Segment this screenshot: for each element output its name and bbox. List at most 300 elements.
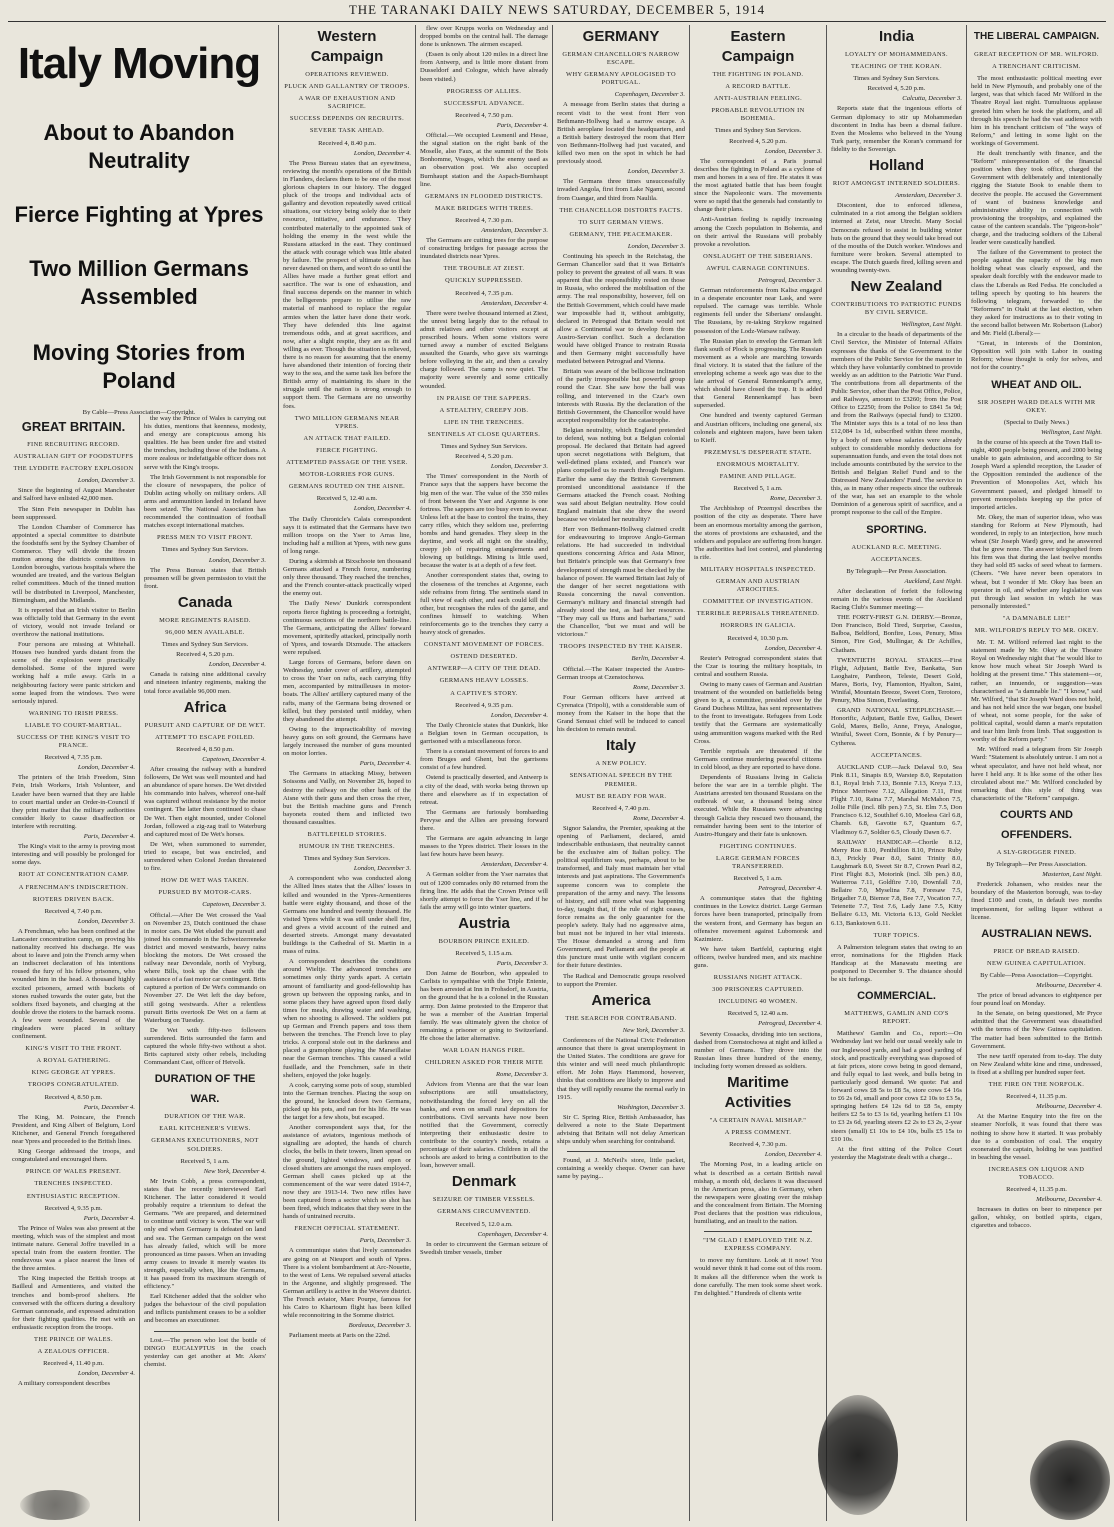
article-paragraph: The Daily News' Dunkirk correspondent reports fierce fighting is proceeding a fortnight, continuous sections of the northern battle-line. The Germans, anticipating the Allies' forward movement, spiritedly attacked, principally north of Ypres, and towards Dixmude. The attackers were repulsed. — [283, 600, 411, 656]
dateline: Capetown, December 4. — [202, 755, 266, 763]
dateline: London, December 4. — [353, 505, 411, 513]
subheading: CHILDREN ASKED FOR THEIR MITE — [425, 1059, 543, 1067]
article-paragraph: A Palmerston telegram states that owing to an error, nominations for the Highden Hack Handicap at the Manawatu meeting are postponed to December 9. The distance should be six furlongs. — [831, 943, 962, 984]
byline: By Cable—Press Association—Copyright. — [980, 971, 1093, 979]
subheading: CONTRIBUTIONS TO PATRIOTIC FUNDS BY CIVIL SERVICE. — [831, 301, 962, 317]
dateline: Washington, December 3. — [617, 1103, 685, 1111]
divider — [154, 1331, 256, 1332]
source-line: Times and Sydney Sun Services. — [303, 855, 391, 863]
lead-byline: By Cable—Press Association—Copyright. — [82, 409, 196, 415]
article-paragraph: The Russian plan to envelop the German left flank south of Plock is progressing. The Russian movement as a whole are marching towards final victory. It is stated that the failure of the enveloping scheme a week ago was due to the late arrival of General Rennenkampf's army, which should have closed the trap. It is added that General Rennenkampf has been superseded. — [694, 337, 822, 410]
article-paragraph: A cook, carrying some pots of soup, stumbled into the German trenches. Placing the soup on the ground, he knocked down two Germans, picked up his pots, and ran for his life. He was the target for a few shots, but escaped. — [283, 1081, 411, 1122]
source-line: (Special to Daily News.) — [1003, 418, 1070, 426]
subheading: LOYALTY OF MOHAMMEDANS. — [845, 51, 948, 58]
subheading: COMMITTEE OF INVESTIGATION. — [702, 598, 814, 606]
subheading: WAR LOAN HANGS FIRE. — [442, 1047, 526, 1055]
article-paragraph: The failure of the Government to protect the people against the rapacity of the big men holding wheat was clearly exposed, and the speaker dealt forcibly with the endeavor made to class the Liberals as Red Fedsa. He concluded a telling speech by quoting to his hearers the following telegram, forwarded to the "Reformers" in Otaki at the last election, when they asked for instructions as to their voting in the second ballot between Mr. Robertson (Labor) and Mr. Field (Liberal):— — [971, 249, 1102, 338]
article-paragraph: The price of bread advances to eightpence per four pound loaf on Monday. — [971, 992, 1102, 1008]
dateline: Paris, December 3. — [496, 960, 548, 968]
section-heading-germany: GERMANY — [582, 28, 660, 45]
subheading: MAKE BRIDGES WITH TREES. — [434, 204, 534, 212]
subheading: GREAT RECEPTION OF MR. WILFORD. — [974, 51, 1099, 58]
subheading: A TRENCHANT CRITICISM. — [992, 63, 1081, 71]
received-line: Received 4, 7.40 p.m. — [592, 804, 650, 812]
article-paragraph: Frederick Johansen, who resides near the boundary of the Masterton borough, was to-day fined £100 and costs, in default two months imprisonment, for selling liquor without a license. — [971, 881, 1102, 921]
subheading: CONSTANT MOVEMENT OF FORCES. — [423, 641, 545, 649]
ink-stain — [20, 1490, 90, 1520]
subheading: ACCEPTANCES. — [870, 555, 923, 563]
dateline: Amsterdam, December 3. — [481, 226, 548, 234]
subheading: SEIZURE OF TIMBER VESSELS. — [432, 1196, 536, 1204]
dateline: Berlin, December 4. — [631, 655, 685, 663]
subheading: KING'S VISIT TO THE FRONT. — [25, 1045, 122, 1053]
headline-two-million: Two Million Germans Assembled — [29, 256, 249, 309]
article-paragraph: Discontent, due to enforced idleness, culminated in a riot among the Belgian soldiers interned at Zeist, near Utrecht. Many Social Democrats refused to assist in building winter huts on the ground that they would take bread out of the mouths of the Dutch worker. Windows and furniture were broken. Several attempted to escape. The Dutch guards fired, killing seven and wounding twenty-two. — [831, 202, 962, 274]
subheading: THE LYDDITE FACTORY EXPLOSION — [13, 465, 134, 473]
ink-stain — [1030, 1440, 1110, 1520]
section-heading-liberal-campaign: THE LIBERAL CAMPAIGN. — [973, 31, 1100, 42]
subheading: A STEALTHY, CREEPY JOB. — [439, 406, 529, 414]
subheading: ATTEMPTED PASSAGE OF THE YSER. — [286, 459, 408, 467]
section-heading-denmark: Denmark — [451, 1173, 517, 1191]
article-paragraph: The Sinn Fein newspaper in Dublin has been suppressed. — [12, 505, 135, 521]
subheading: FINE RECRUITING RECORD. — [27, 441, 120, 448]
dateline: London, December 4. — [353, 149, 411, 157]
dateline: Paris, December 4. — [83, 1103, 135, 1111]
section-heading-india: India — [878, 28, 914, 45]
dateline: Rome, December 3. — [633, 683, 685, 691]
dateline: Melbourne, December 4. — [1036, 982, 1102, 989]
article-paragraph: Don Jaime de Bourbon, who appealed to Carlists to sympathise with the Triple Entente, has been arrested at Inn in Frohsdorf, in Austria, on the ground that he is a colonel in the Russian army. Don Jaime protested to the Emperor that he was a member of the Austrian Imperial family. He was ultimately given the choice of remaining a prisoner or going to Switzerland. He chose the latter alternative. — [420, 970, 548, 1042]
subheading: OSTEND DESERTED. — [450, 653, 518, 661]
article-paragraph: During a skirmish at Bixschoote ten thousand Germans attacked a French force, numbering only three thousand. They reached the trenches, and the French counter-attack practically wiped the enemy out. — [283, 557, 411, 598]
article-paragraph: It is reported that an Irish visitor to Berlin was officially told that Germany in the event of victory, would not invade Ireland or overthrow the national institutions. — [12, 606, 135, 638]
subheading: FIGHTING CONTINUES. — [719, 842, 797, 850]
subheading: SIR JOSEPH WARD DEALS WITH MR OKEY. — [977, 398, 1096, 414]
subheading: TROOPS CONGRATULATED. — [27, 1081, 120, 1089]
section-heading-great-britain: GREAT BRITAIN. — [21, 419, 126, 434]
subheading: BOURBON PRINCE EXILED. — [438, 937, 530, 945]
received-line: Received 4, 5.20 p.m. — [729, 137, 787, 145]
received-line: Received 4, 7.30 p.m. — [455, 216, 513, 224]
received-line: Received 4, 7.35 p.m. — [455, 289, 513, 297]
headline-ypres: Fierce Fighting at Ypres — [14, 202, 264, 227]
article-paragraph: Earl Kitchener added that the soldier who judges the behaviour of the civil population and inflicts punishment ceases to be a soldier and becomes an executioner. — [144, 1293, 266, 1325]
subheading: SENTINELS AT CLOSE QUARTERS. — [427, 430, 541, 438]
dateline: Amsterdam, December 3. — [895, 192, 962, 200]
article-paragraph: King George addressed the troops, and congratulated and encouraged them. — [12, 1148, 135, 1164]
dateline: London, December 4. — [764, 644, 822, 652]
dateline: London, December 4. — [764, 1151, 822, 1159]
dateline: London, December 3. — [77, 917, 135, 925]
article-paragraph: TWENTIETH ROYAL STAKES.—First Flight, Adjutant, Battle Eve, Bankatta, Sun Laoghaire, Pantheon, Teleste, Desert Gold, Mares, Boris, Ivy, Flamonton, Hyalton, Saint, Winifal, Mountain Breeze, Sweet Corn, Terotoro, Penury, Miss Simon, Everlasting. — [831, 656, 962, 705]
article-paragraph: Seventy Cossacks, dividing into ten sections, dashed from Czenstochowa at night and killed a number of Germans. They drove into the Russian lines three hundred of the enemy, including forty women dressed as soldiers. — [694, 1030, 822, 1070]
subheading: AN ATTACK THAT FAILED. — [303, 434, 391, 442]
subheading: TWO MILLION GERMANS NEAR YPRES. — [294, 414, 400, 430]
subheading: LIFE IN THE TRENCHES. — [443, 418, 525, 426]
subheading: THE PRINCE OF WALES. — [34, 1336, 113, 1343]
source-line: Times and Sydney Sun Services. — [161, 641, 249, 649]
dateline: Melbourne, December 4. — [1036, 1103, 1102, 1111]
section-heading-courts: COURTS AND OFFENDERS. — [1000, 808, 1073, 841]
article-paragraph: De Wet, when summoned to surrender, tried to escape, but was encircled, and surrendered when Colonel Jordan threatened to fire. — [144, 840, 266, 873]
subheading: A ROYAL GATHERING. — [36, 1057, 111, 1065]
dateline: London, December 3. — [627, 242, 685, 250]
received-line: Received 4, 7.35 p.m. — [44, 754, 103, 762]
article-paragraph: There were twelve thousand interned at Ziest, the unrest being largely due to the refusal to admit relatives and other visitors except at prescribed hours. When some visitors were turned away a number of excited Belgians assaulted the Guards, who gave six warnings before volleying in the air, and then a cavalry charge followed. The camp is now quiet. The majority were severely and some critically wounded. — [420, 309, 548, 390]
article-paragraph: Parliament meets at Paris on the 22nd. — [289, 1332, 391, 1340]
article-paragraph: Since the beginning of August Manchester and Salford have enlisted 42,000 men. — [12, 487, 135, 503]
section-heading-western-campaign: Western Campaign — [310, 28, 384, 65]
section-heading-new-zealand: New Zealand — [850, 278, 943, 296]
subheading: RIOTERS DRIVEN BACK. — [32, 895, 115, 903]
received-line: Received 5, 12.0 a.m. — [455, 1220, 513, 1228]
article-paragraph: A correspondent who was conducted along the Allied lines states that the Allies' losses in killed and wounded in the Ypres-Armentieres battle were eighty thousand, and those of the Germans one hundred and twenty thousand. He visited Ypres while it was still under shell fire, and gives a vivid account of the ruined and deserted streets. Amongst many devastated buildings is the Cathedral of St. Martin in a mass of ruins. — [283, 875, 411, 956]
article-paragraph: The Germans are furiously bombarding Pervyse and the Allies are pressing forward there. — [420, 808, 548, 832]
dateline: Rome, December 3. — [496, 1071, 548, 1079]
received-line: Received 4, 11.40 p.m. — [43, 1360, 104, 1368]
article-paragraph: In the Senate, on being questioned, Mr Pryce admitted that the Government was dissatisfied with the terms of the New Guinea capitulation. The matter had been submitted to the British Government. — [971, 1010, 1102, 1050]
subheading: OPERATIONS REVIEWED. — [305, 71, 389, 78]
article-paragraph: The Germans three times unsuccessfully invaded Angola, first from Lake Ngami, second from Cuangar, and third from Naulila. — [557, 178, 685, 202]
classified-notice: Found, at J. McNeil's store, little packet, containing a weekly cheque. Owner can have same by paying... — [557, 1157, 685, 1181]
subheading: A ZEALOUS OFFICER. — [37, 1348, 110, 1356]
subheading: PROGRESS OF ALLIES. — [446, 87, 522, 95]
article-paragraph: At the Marine Enquiry into the fire on the steamer Norfolk, it was found that there was nothing to show how it started. It was probably due to a combustion of coal. The enquiry exonerated the captain, holding he was justified in beaching the vessel. — [971, 1113, 1102, 1161]
newspaper-page — [8, 25, 1106, 1521]
subheading: MUST BE READY FOR WAR. — [575, 792, 667, 800]
received-line: Received 5, 12.40 a.m. — [727, 1010, 789, 1018]
subheading: PRICE OF BREAD RAISED. — [993, 947, 1080, 955]
dateline: Paris, December 3. — [359, 1237, 411, 1245]
subheading: PROBABLE REVOLUTION IN BOHEMIA. — [711, 107, 805, 123]
dateline: Copenhagen, December 3. — [614, 91, 685, 99]
received-line: Received 5, 1 a.m. — [180, 1157, 230, 1165]
column-great-britain — [8, 415, 139, 1521]
article-paragraph: Canada is raising nine additional cavalry and nineteen infantry regiments, making the total force available 96,000 men. — [144, 671, 266, 695]
subheading: GERMANS EXECUTIONERS, NOT SOLDIERS. — [151, 1137, 259, 1153]
subheading: 300 PRISONERS CAPTURED. — [712, 986, 804, 994]
ink-stain — [818, 1395, 898, 1515]
subheading: AWFUL CARNAGE CONTINUES. — [706, 264, 810, 272]
column-germany — [552, 25, 689, 1521]
article-paragraph: After declaration of forfeit the following remain in the various events of the Auckland Racing Club's Summer meeting:— — [831, 587, 962, 612]
subheading: FIERCE FIGHTING. — [316, 446, 378, 454]
subheading: GERMANS CIRCUMVENTED. — [437, 1208, 531, 1216]
subheading: INCLUDING 40 WOMEN. — [718, 998, 798, 1006]
advertisement-text: to move my furniture. Look at it now! You would never think it had come out of this room. It makes all the difference when the work is done carefully. The men took some sheet work. I'm delighted." Hundreds of clients write — [694, 1257, 822, 1297]
subheading: INCREASES ON LIQUOR AND TOBACCO. — [988, 1165, 1085, 1181]
section-heading-austria: Austria — [458, 914, 510, 932]
subheading: NEW GUINEA CAPITULATION. — [986, 959, 1087, 967]
subheading: EARL KITCHENER'S VIEWS. — [159, 1125, 251, 1133]
article-paragraph: Belgian neutrality, which England pretended to defend, was nothing but a Belgian colonial proposal. He declared that Britain had agreed upon secret negotiations with Belgium, that well-defined plans existed, and France's war plans compelled us to march through Belgium. Earlier the same day the British Government promised unconditional assistance if the Germans attacked the French coast. Nothing was said about Belgian neutrality. How could England maintain that she drew the sword because we violated her neutrality? — [557, 426, 685, 523]
article-paragraph: The Germans are cutting trees for the purpose of constructing bridges for passage across the inundated districts near Ypres. — [420, 237, 548, 261]
masthead-rule — [8, 21, 1106, 22]
subheading: IN PRAISE OF THE SAPPERS. — [436, 394, 532, 402]
article-paragraph: Official.—After De Wet crossed the Vaal on November 23, Dutch continued the chase in motor cars. De Wet eluded the pursuit and joined his commando in the Schweizerreneke district and moved westwards, heavy rains blocking the motors. De Wet crossed the railway near Devondale, north of Vryburg, where Bills, took up the chase with the assistance of a fast motor car contingent. Brits captured a portion of De Wet's commando on November 27. De Wet left the day before, still going westwards. After a relentless pursuit Brits overtook De Wet on a farm at Waterburg on Tuesday. — [144, 911, 266, 1024]
column-progress-allies — [415, 25, 552, 1521]
article-paragraph: Official.—The Kaiser inspected the Austro-German troops at Czenstochowa. — [557, 665, 685, 681]
subheading: A NEW POLICY. — [595, 760, 647, 768]
subheading: A CAPTIVE'S STORY. — [450, 689, 518, 697]
subheading: SUCCESSFUL ADVANCE. — [443, 99, 525, 107]
subheading: WHY GERMANY APOLOGISED TO PORTUGAL. — [566, 71, 676, 87]
article-paragraph: The King inspected the British troops at Bailleul and Armentieres, and visited the trenches and bomb-proof shelters. He conversed with the officers during a desultory German cannonade, and expressed admiration for their fighting qualities. He met with an enthusiastic reception from the troops. — [12, 1275, 135, 1331]
article-paragraph: He dealt trenchantly with finance, and the "Reform" misrepresentation of the financial position when they took office, charged the Government with deliberately and intentionally rigging the Statute Book to enable them to deceive the people. He accused the Government of want of business knowledge and administrative ability in connection with provisioning the troopships, and explained the cause of the canteen scandals. The "pigeon-hole" charge, and the traducing soldiers of the Liberal leader were caustically handled. — [971, 150, 1102, 247]
subheading: HORRORS IN GALICIA. — [720, 622, 796, 630]
article-paragraph: Mr. T. M. Wilford referred last night to the statement made by Mr. Okey at the Theatre Royal on Wednesday night that "he would like to know how much wheat Sir Joseph Ward is holding at the present time." This statement—or, rather, an innuendo, or suggestion—was characterised as "a damnable lie." "I know," said Mr. Wilford, "that Sir Joseph Ward does not hold, and has not held since the war began, one bushel of wheat, not some people, for the sake of political capital, would damn a man's reputation and tear him limb from limb. That suggestion is worthy of the Reform party." — [971, 639, 1102, 744]
subheading: RUSSIANS NIGHT ATTACK. — [713, 974, 803, 982]
article-paragraph: Owing to the impracticability of moving heavy guns on soft ground, the Germans have largely increased the number of guns mounted on motor lorries. — [283, 725, 411, 758]
article-paragraph: Continuing his speech in the Reichstag, the German Chancellor said that it was Britain's policy to prevent the greatest of all wars. It was apparent that the responsibility rested on those in Russia, who ordered the mobilisation of the army. The real responsibility, however, fell on the British Government, which could have made war impossible had it, without ambiguity, declared in Petrograd that Britain would not allow a Continental war to develop from the Austro-Servian conflict. Such a declaration would have obliged France to restrain Russia and then Germany might successfully have mediated between Petrograd and Vienna. — [557, 252, 685, 366]
subheading: ONSLAUGHT OF THE SIBERIANS. — [703, 252, 813, 260]
received-line: Received 5, 1 a.m. — [733, 875, 783, 883]
masthead: THE TARANAKI DAILY NEWS SATURDAY, DECEMBER 5, 1914 — [348, 2, 766, 17]
article-paragraph: Mr. Wilford read a telegram from Sir Joseph Ward: "Statement is absolutely untrue. I am not a wheat speculator, and have not held wheat, nor have I held any. It is like some of the other lies circulated about me." Mr. Wilford concluded by remarking that this style of thing was characteristic of the "Reform" campaign. — [971, 746, 1102, 802]
article-paragraph: Large forces of Germans, before dawn on Wednesday, under cover of artillery, attempted to cross the Yser on rafts, each carrying fifty men, accompanied by mitrailleuses in motor-boats. The Allies' artillery captured many of the rafts, many of the Germans being drowned or killed, but they persisted until midday, when they abandoned the attempt. — [283, 659, 411, 723]
dateline: London, December 3. — [208, 556, 266, 564]
subheading: MORE REGIMENTS RAISED. — [159, 616, 251, 624]
subheading: PURSUED BY MOTOR-CARS. — [158, 889, 252, 897]
subheading: FAMINE AND PILLAGE. — [719, 473, 797, 481]
subheading: LIABLE TO COURT-MARTIAL. — [25, 721, 122, 729]
subheading: AUCKLAND R.C. MEETING. — [851, 543, 942, 551]
subheading: DURATION OF THE WAR. — [164, 1113, 246, 1121]
subheading: A FRENCHMAN'S INDISCRETION. — [18, 883, 129, 891]
subheading: QUICKLY SUPPRESSED. — [445, 277, 523, 285]
article-paragraph: The King's visit to the army is proving most interesting and will possibly be prolonged for some days. — [12, 843, 135, 867]
article-paragraph: One hundred and twenty captured German and Austrian officers, including one general, six colonels and eighteen majors, have been taken to Kieff. — [694, 412, 822, 444]
subheading: ACCEPTANCES. — [870, 751, 923, 759]
source-line: Times and Sydney Sun Services. — [440, 443, 528, 451]
dateline: Bordeaux, December 3. — [348, 1322, 411, 1330]
dateline: London, December 4. — [77, 1370, 135, 1378]
article-paragraph: Dependents of Russians living in Galicia before the war are in a terrible plight. The Austrians arrested ten thousand Russians on the outbreak of war, a thousand being since executed. While the Russians were advancing through Galicia they rescued two thousand, the remainder having been sent to the interior of Austro-Hungary and their fate is unknown. — [694, 774, 822, 838]
dateline: Melbourne, December 4. — [1036, 1196, 1102, 1204]
article-paragraph: The Daily Chronicle's Calais correspondent says it is estimated that the Germans have two million troops on the Yser to Arras line, including half a million at Ypres, with new guns of long range. — [283, 515, 411, 555]
subheading: GERMAN CHANCELLOR'S NARROW ESCAPE. — [562, 51, 680, 67]
subheading: SUCCESS OF THE KING'S VISIT TO FRANCE. — [16, 734, 131, 750]
article-paragraph: Sir C. Spring Rice, British Ambassador, has delivered a note to the State Department advising that Britain will not delay American ships unduly when searching for contraband. — [557, 1113, 685, 1146]
dateline: Auckland, Last Night. — [904, 577, 962, 585]
subheading: PLUCK AND GALLANTRY OF TROOPS. — [284, 83, 410, 91]
dateline: Paris, December 4. — [83, 833, 135, 841]
article-paragraph: We have taken Bartfeld, capturing eight officers, twelve hundred men, and six machine guns. — [694, 945, 822, 969]
article-paragraph: Owing to many cases of German and Austrian treatment of the wounded on battlefields being given to it, a committee, presided over by the Grand Duchess Militza, has sent representatives to the front to investigate. Refugees from Lodz testify that the Germans are systematically using ammunition wagons marked with the Red Cross. — [694, 681, 822, 745]
article-paragraph: A Frenchman, who has been confined at the Lancaster concentration camp, on proving his nationality received his discharge. He was about to leave and join the French army when an indiscreet declaration of his intentions roused the fury of his fellow prisoners, who wounded him in the head. A thousand highly excited prisoners, armed with buckets of stones rushed towards the outer gate, but the soldiers fixed bayonets, and charging at the double drove the rioters to the barrack rooms. A few were wounded. Several of the ringleaders were placed in solitary confinement. — [12, 927, 135, 1041]
section-heading-sporting: SPORTING. — [866, 523, 927, 536]
dateline: Paris, December 4. — [496, 121, 548, 129]
subheading: A WAR OF EXHAUSTION AND SACRIFICE. — [298, 95, 396, 111]
article-paragraph: Matthews' Gamlin and Co., report:—On Wednesday last we held our usual weekly sale in our Inglewood yards, and had a good yarding of stock, and practically everything was disposed of at fair prices, store cows being in good demand, and fully equal to last week, and bulls being in particularly good demand. We quote: Fat and forward cows £8 5s to £8 5s, store cows £4 16s to £6 2s 6d, small and poor cows £2 10s to £3 5s, springing heifers £4 12s 6d to £8 5s, empty heifers £2 5s to £3 1s 6d, yearling heifers £1 10s to £3 2s 6d, yearling steers £2 2s to £3 2s, 2-year steers (small) £1 10s to £4 10s, bulls £5 15s to £10 10s. — [831, 1030, 962, 1143]
headline-neutrality: About to Abandon Neutrality — [43, 120, 235, 173]
subheading: THE SEARCH FOR CONTRABAND. — [565, 1014, 677, 1022]
subheading: LARGE GERMAN FORCES TRANSFERRED. — [716, 854, 800, 870]
article-paragraph: Signor Salandra, the Premier, speaking at the opening of Parliament, declared, amid indescribable enthusiasm, that neutrality cannot be the exclusive aim of Italian policy. The political equilibrium was, perhaps, about to be transformed, and Italy must maintain her vital interests and just aspirations. The Government's supreme concern was to complete the preparation of the army and navy. The lessons of history, and still more what was happening to-day, taught that, if the rule of right ceases, force remains as the only guarantee for the people's safety. Italy had no aggressive aims, but must not be injured in her vital interests. The House demanded a strong and firm Government, and Parliament and the people at this juncture must unite with vigilant concern for their future destinies. — [557, 824, 685, 970]
article-paragraph: The Times' correspondent in the North of France says that the sappers have become the big men of the war. The value of the 350 miles of front between the Yser and Argonne is one fortress. The sappers are too busy even to swear. Unless left at the base to control the trains, they carry rifles, which they seldom use, preferring bombs and hand grenades. They sleep in the daytime, and work all night on the stealthy, creepy job of repairing entanglements and blowing up buildings. Mining is little used, because the water is at a depth of a few feet. — [420, 473, 548, 570]
article-paragraph: Four German officers have arrived at Cyrenaica (Tripoli), with a considerable sum of money from the Kaiser in the hope that the Grand Senussi chief will be induced to cancel his decision to remain neutral. — [557, 693, 685, 734]
dateline: Rome, December 4. — [633, 814, 685, 822]
divider — [567, 1151, 675, 1152]
subheading: WARNING TO IRISH PRESS. — [28, 709, 119, 717]
subheading: ENORMOUS MORTALITY. — [716, 460, 800, 468]
article-paragraph: The Radical and Democratic groups resolved to support the Premier. — [557, 972, 685, 988]
lead-poland — [8, 325, 270, 415]
subheading: GERMANS ROUTED ON THE AISNE. — [288, 483, 406, 491]
dateline: Calcutta, December 3. — [902, 95, 962, 103]
article-paragraph: Increases in duties on beer to ninepence per gallon, whisky, on bottled spirits, cigars, cigarettes and tobacco. — [971, 1206, 1102, 1230]
article-paragraph: The new tariff operated from to-day. The duty on New Zealand white kine and rime, undressed, is fixed at a shilling per hundred super feet. — [971, 1052, 1102, 1076]
received-line: Received 4, 7.30 p.m. — [729, 1141, 787, 1149]
dateline: Amsterdam, December 4. — [481, 299, 548, 307]
received-line: Received 4, 5.20 p.m. — [867, 85, 926, 93]
subheading: ATTEMPT TO ESCAPE FOILED. — [155, 733, 255, 741]
received-line: Received 4, 7.50 p.m. — [455, 111, 513, 119]
subheading: ANTWERP—A CITY OF THE DEAD. — [427, 665, 541, 673]
article-paragraph: After crossing the railway with a hundred followers, De Wet was well mounted and had an abundance of spare horses. De Wet divided his commando into halves, whereof one-half was captured without resistance by the motor contingent. The latter then continued to chase De Wet. Then eight mounted, under Colonel Jordan, followed a zig-zag trail to Waterburg and captured most of De Wet's horses. — [144, 766, 266, 838]
article-paragraph: The Press Bureau states that an eyewitness, reviewing the month's operations of the British in Flanders, declares them to be one of the most glorious chapters in our history. The dogged pluck of the troops and individual acts of gallantry and devotion repeatedly saved critical situations, our victory being solely due to their resource, initiative, and endurance. They contributed materially to the appointed task of holding the enemy in the west while the Russians attacked in the east. They continued the attack with courage which was little abated by failure. The prospect of ultimate defeat has never dawned on them, and won't do so until the Allies have made a further great effort and sacrifice. The war is one of exhaustion, and final success depends on the manner in which the belligerents prepare to utilise the raw material of manhood to replace the regular armies when the latter have done their work. They have defended this line against tremendous odds, and at great sacrifices, and now, after a slight respite, they are as fit and willing as ever. Though the situation is relieved, there is no reason for assuming that the enemy have abandoned their intention of forcing their way to the sea, and the same task lies before the British army of maintaining its share in the struggle until the nation is strong enough to support them. The Germans are no unworthy foes. — [283, 159, 411, 410]
headline-poland: Moving Stories from Poland — [32, 340, 246, 393]
subheading: AUSTRALIAN GIFT OF FOODSTUFFS — [13, 453, 134, 461]
subheading: GERMANS IN FLOODED DISTRICTS. — [424, 192, 544, 200]
article-paragraph: Herr von Bethmann-Hollweg claimed credit for endeavouring to improve Anglo-German relations. He had succeeded in individual questions concerning Africa and Asia Minor, but Britain's principle was that Germany's free development of strength must be checked by the balance of power. He warned Britain last July of the danger of her secret negotiations with Russia concerning the naval convention. Germany's military and financial strength had already stood the test, as had her resources. "They may call us Huns and barbarians," said the Chancellor, "but we must and will be victorious." — [557, 526, 685, 639]
received-line: Received 4, 8.50 p.m. — [44, 1093, 103, 1101]
subheading: A SLY-GROGGER FINED. — [996, 848, 1077, 856]
subheading: PRINCE OF WALES PRESENT. — [25, 1168, 122, 1176]
subheading: TEACHING OF THE KORAN. — [850, 63, 943, 71]
dateline: New York, December 3. — [622, 1026, 685, 1034]
dateline: Capetown, December 3. — [202, 901, 266, 909]
article-paragraph: German reinforcements from Kalisz engaged in a desperate encounter near Lask, and were repulsed. The carnage was terrible. Whole regiments fell under the Siberians' onslaught. The Russians, by re-taking Strykow regained possession of the Lodz-Warsaw railway. — [694, 287, 822, 335]
dateline: Copenhagen, December 4. — [477, 1230, 548, 1238]
dateline: London, December 3. — [490, 463, 548, 471]
section-heading-italy: Italy — [605, 737, 636, 755]
dateline: Masterton, Last Night. — [1042, 871, 1102, 879]
subheading: RIOT AT CONCENTRATION CAMP. — [18, 871, 129, 879]
article-paragraph: Advices from Vienna are that the war loan subscriptions are still unsatisfactory, notwithstanding the forced levy on all the banks, and even on small rural depositors for contributions. Civil servants have now been notified that the Government, correctly interpreting their enthusiastic desire to contribute to the country's needs, retains a percentage of their salaries. Children in all the schools are asked to bring a contribution to the loan, however small. — [420, 1081, 548, 1170]
article-paragraph: Four persons are missing at Whitehall. Houses two hundred yards distant from the scene of the explosion were practically demolished. Some of the injured were working half a mile away. Girls in a neighbouring factory were panic stricken and some leaped from the windows. Two were seriously injured. — [12, 641, 135, 705]
byline: By Telegraph—Per Press Association. — [846, 567, 947, 575]
subheading: "A DAMNABLE LIE!" — [1002, 614, 1071, 622]
article-paragraph: In order to circumvent the German seizure of Swedish timber vessels, timber — [420, 1240, 548, 1256]
byline: By Telegraph—Per Press Association. — [986, 861, 1087, 869]
article-paragraph: Mr. Okey, the man of superior ideas, who was standing for Reform at New Plymouth, had wondered, in reply to an interjection, how much wheat (Sir Joseph Ward) grew, and he answered that he grew none. The answer telegraphed from his firm was that during the last twelve months they had sold 85 sacks of seed wheat to farmers. (Cheers. "We have never been operators in wheat, but I wonder if Mr. Okey has been an operator in oil, and whether any legislation was put through last session in which he was personally interested." — [971, 513, 1102, 610]
article-paragraph: GRAND NATIONAL STEEPLECHASE.—Honorific, Adjutant, Battle Eve, Gallus, Desert Gold, Mares, Bello, Anne, Freya, Analogue, Winiful, Sweet Corn, Bonnie, & f by Penury—Cytherea. — [831, 707, 962, 747]
section-heading-maritime: Maritime Activities — [724, 1074, 792, 1112]
article-paragraph: The Germans are again advancing in large masses to the Ypres district. Their losses in the last few hours have been heavy. — [420, 835, 548, 859]
article-paragraph: The Prince of Wales was also present at the meeting, which was of the simplest and most intimate nature. General Joffre travelled in a special train from the eastern frontier. The rendezvous was a place nearest the lines of the three armies. — [12, 1224, 135, 1273]
column-eastern-campaign — [689, 25, 826, 1521]
article-paragraph: A military correspondent describes — [18, 1380, 111, 1388]
article-paragraph: The Daily Chronicle states that Dunkirk, like a Belgian town in German occupation, is garrisoned with a miscellaneous force. — [420, 721, 548, 746]
article-paragraph: The Irish Government is not responsible for the closure of newspapers, the police of Dublin acting wholly on military orders. All arms and ammunition landed in Ireland have been seized. The National Association has recommended the continuation of football matches except international matches. — [144, 473, 266, 530]
divider — [704, 1231, 812, 1232]
received-line: Received 4, 11.35 p.m. — [1006, 1093, 1067, 1101]
article-paragraph: The Morning Post, in a leading article on what is described as a certain British naval mishap, a month old, declares it was discussed in the American press, also in Germany, when the newspapers were gloating over the mishap and the concealment from Britain. The Morning Post declares that the position was ridiculous, humiliating, and an insult to the nation. — [694, 1161, 822, 1226]
subheading: A PRESS COMMENT. — [724, 1129, 792, 1137]
column-india-sporting — [826, 25, 966, 1521]
section-heading-eastern-campaign: Eastern Campaign — [721, 28, 795, 65]
article-paragraph: The Press Bureau states that British pressmen will be given permission to visit the front. — [144, 566, 266, 590]
article-paragraph: Another correspondent says that, for the assistance of aviators, ingenious methods of signalling are adopted, the hands of church clocks, the bells in their towers, linen spread on the ground, lighted windows, and open or closed shutters are amongst the ruses employed. German shell cases picked up at the commencement of the war were dated 1914-7, now they are 1913-14. Two new rifles have been captured from a sector which so shot has been fired, which indicates that they were in the hands of untrained recruits. — [283, 1124, 411, 1221]
dateline: Amsterdam, December 4. — [481, 861, 548, 869]
dateline: Rome, December 3. — [770, 495, 822, 503]
subheading: KING GEORGE AT YPRES. — [31, 1069, 116, 1077]
subheading: PURSUIT AND CAPTURE OF DE WET. — [144, 721, 266, 729]
subheading: PRESS MEN TO VISIT FRONT. — [157, 534, 253, 542]
section-heading-australian-news: AUSTRALIAN NEWS. — [981, 927, 1092, 940]
section-heading-commercial: COMMERCIAL. — [857, 990, 936, 1003]
received-line: Received 4, 9.35 p.m. — [455, 701, 513, 709]
article-paragraph: Official.—We occupied Lesmenil and Hesse, the signal station on the right bank of the Moselle, also Faux, at the summit of the Bois Bonhomme, Vosges, which the enemy used as an observation post. We also occupied Burnhaupt station and the Aspach-Burnhaupt line. — [420, 132, 548, 188]
article-paragraph: Terrible reprisals are threatened if the Germans continue murdering peaceful citizens in cold blood, as they are reported to have done. — [694, 747, 822, 771]
dateline: London, December 4. — [77, 764, 135, 772]
dateline: Paris, December 4. — [83, 1214, 135, 1222]
dateline: London, December 3. — [627, 168, 685, 176]
received-line: Received 4, 5.20 p.m. — [176, 651, 234, 659]
column-canada-africa — [139, 415, 270, 1521]
subheading: TURF TOPICS. — [873, 931, 920, 939]
article-paragraph: RAILWAY HANDICAP.—Chortle 8.12, Merry Roe 8.10, Penthillion 8.10, Prince Ruby 8.3, Prickly Pear 8.0, Saint Trinity 8.0, Laughmark 8.0, Sweet Sir 8.7, Crown Pearl 8.2, First Flight 8.3, Motorink (incl. 3lb pen.) 8.0, Waiterroa 7.11, Goldfire 7.10, Downfall 7.0, Bellaire 7.0, Myselina 7.8, Foresaw 7.5, Brigadier 7.0, Biemor 7.8, Bee 7.7, Vocation 7.7, Tetenette 7.7, Test 7.6, Lady Jane 7.5, Kitty Bellaire 6.13, Mt. Victoria 6.13, Gold Necklet 6.13, Bankstown 6.11. — [831, 838, 962, 927]
lead-headlines — [8, 25, 270, 325]
subheading: MR. WILFORD'S REPLY TO MR. OKEY. — [974, 627, 1099, 634]
section-heading-wheat-and-oil: WHEAT AND OIL. — [991, 378, 1082, 391]
received-line: Received 5, 1.15 a.m. — [455, 950, 513, 957]
dateline: London, December 4. — [490, 711, 548, 719]
article-paragraph: A communique states that the fighting continues in the Lowicz district. Large German forces have been transported, principally from the western front, and Germany has begun an offensive movement against Lubomorsk and Kazimierz. — [694, 895, 822, 943]
received-line: Received 4, 8.40 p.m. — [318, 139, 376, 147]
article-paragraph: A communique states that lively cannonades are going on at Nieuport and south of Ypres. There is a violent bombardment at Arc-Nouette, to the west of Lens. We repulsed several attacks in the Argonne, and slightly progressed. The German artillery is active in the Woevre district. The French aviator, Marc Pourpe, famous for his Cairo to Khartoum flight has been killed while reconnoitring in the Somme district. — [283, 1247, 411, 1320]
received-line: Received 5, 12.40 a.m. — [316, 495, 378, 503]
article-paragraph: THE FORTY-FIRST G.N. DERBY.—Bronze, Don Francisco, Bold Tired, Surprise, Cassius, Balboa, Beldford, Bonfire, Loss, Penury, Miss Simon, Fire God, Mullingar, & Dr Achilles, Chatham. — [831, 614, 962, 654]
section-heading-holland: Holland — [869, 157, 924, 175]
article-paragraph: The correspondent of a Paris journal describes the fighting in Poland as a cyclone of men and horses in a sea of fire. He states it was the most agitated battle that has been fought since the Napoleonic wars. The movements were so rapid that the generals had constantly to change their plans. — [694, 157, 822, 214]
section-heading-canada: Canada — [177, 593, 233, 611]
subheading: TERRIBLE REPRISALS THREATENED. — [696, 610, 820, 618]
section-heading-africa: Africa — [183, 698, 227, 716]
article-paragraph: Reuter's Petrograd correspondent states that the Czar is touring the military hospitals, in central and southern Russia. — [694, 654, 822, 678]
received-line: Received 4, 10.30 p.m. — [727, 634, 789, 642]
subheading: A RECORD BATTLE. — [725, 83, 791, 91]
article-paragraph: The Archbishop of Przemysl describes the position of the city as desperate. There have been an enormous mortality among the garrison, the stores of provisions are exhausted, and the soldiers and populace are suffering from hunger. The authorities had lost control, and plundering is rife. — [694, 505, 822, 561]
source-line: Times and Sydney Sun Services. — [714, 127, 802, 135]
article-paragraph: A correspondent describes the conditions around Wieltje. The advanced trenches are sometimes only thirty yards apart. A certain amount of familiarity and good-fellowship has grown up between the opposing ranks, and in some places they have agreed upon fixed daily times for meals, drawing water and washing, when no shooting is allowed. The soldiers put up German and French papers and toss them between the trenches. The French love to play tricks. A corporal stole out in the darkness and placed a gramophone playing the Marseillaise near the German trenches. This caused a wild fusillade, and the Frenchmen, safe in their shelters, enjoyed the joke hugely. — [283, 958, 411, 1079]
article-paragraph: The London Chamber of Commerce has appointed a special committee to distribute the foodstuffs sent by the Sydney Chamber of Commerce. They will divide the frozen mutton among the districts committees in London boroughs, various hospitals where the wounded are treated, and the various Belgian relief committees. Much of the tinned mutton will be distributed in Liverpool, Manchester, Birmingham, and the Midlands. — [12, 523, 135, 604]
article-paragraph: flew over Krupps works on Wednesday and dropped bombs on the central hall. The damage done is unknown. The airmen escaped. — [420, 25, 548, 49]
dateline: London, December 4. — [208, 661, 266, 669]
dateline: Wellington, Last Night. — [1041, 428, 1102, 436]
article-paragraph: (Essen is only about 120 miles in a direct line from Antwerp, and is little more distant from Dusseldorf and Cologne, which have already been visited.) — [420, 51, 548, 83]
subheading: GERMANY, THE PEACEMAKER. — [569, 230, 673, 238]
received-line: Received 4, 7.40 p.m. — [44, 907, 103, 915]
article-paragraph: Anti-Austrian feeling is rapidly increasing among the Czech population in Bohemia, and on their arrival the Russians will probably provoke a revolution. — [694, 216, 822, 248]
subheading: PRZEMYSL'S DESPERATE STATE. — [704, 448, 812, 456]
column-western-campaign — [278, 25, 415, 1521]
headline-italy-moving: Italy Moving — [17, 39, 261, 88]
subheading: MATTHEWS, GAMLIN AND CO'S REPORT. — [844, 1010, 949, 1026]
subheading: MILITARY HOSPITALS INSPECTED. — [700, 565, 816, 573]
subheading: THE FIGHTING IN POLAND. — [712, 71, 804, 78]
article-paragraph: Britain was aware of the bellicose inclination of the partly irresponsible but powerful group round the Czar. She saw how the ball was rolling, and intervened in the Czar's own interests with Russia. By the declaration of the British Government, the Chancellor would have accepted responsibility for the catastrophe. — [557, 368, 685, 424]
received-line: Received 4, 9.35 p.m. — [44, 1204, 103, 1212]
article-paragraph: A message from Berlin states that during a recent visit to the west front Herr von Bethmann-Hollweg had a narrow escape. A British aeroplane located the headquarters, and a British battery destroyed the room that Herr von Bethmann-Hollweg had just vacated, and killed two men on the spot in which he had previously stood. — [557, 101, 685, 166]
subheading: SUCCESS DEPENDS ON RECRUITS. — [289, 115, 405, 123]
section-heading-duration: DURATION OF THE WAR. — [154, 1073, 256, 1106]
subheading: MOTOR-LORRIES FOR GUNS. — [299, 471, 395, 479]
article-paragraph: The most enthusiastic political meeting ever held in New Plymouth, and probably one of the largest, was that which faced Mr Wilford in the Theatre Royal last night. Tumultuous applause greeted him when he took the platform, and all through his speech he had the vast audience with him in his trenchant criticism of "the ways of Reform," and letting in some light on the workings of Government. — [971, 75, 1102, 147]
section-heading-america: America — [591, 991, 651, 1009]
